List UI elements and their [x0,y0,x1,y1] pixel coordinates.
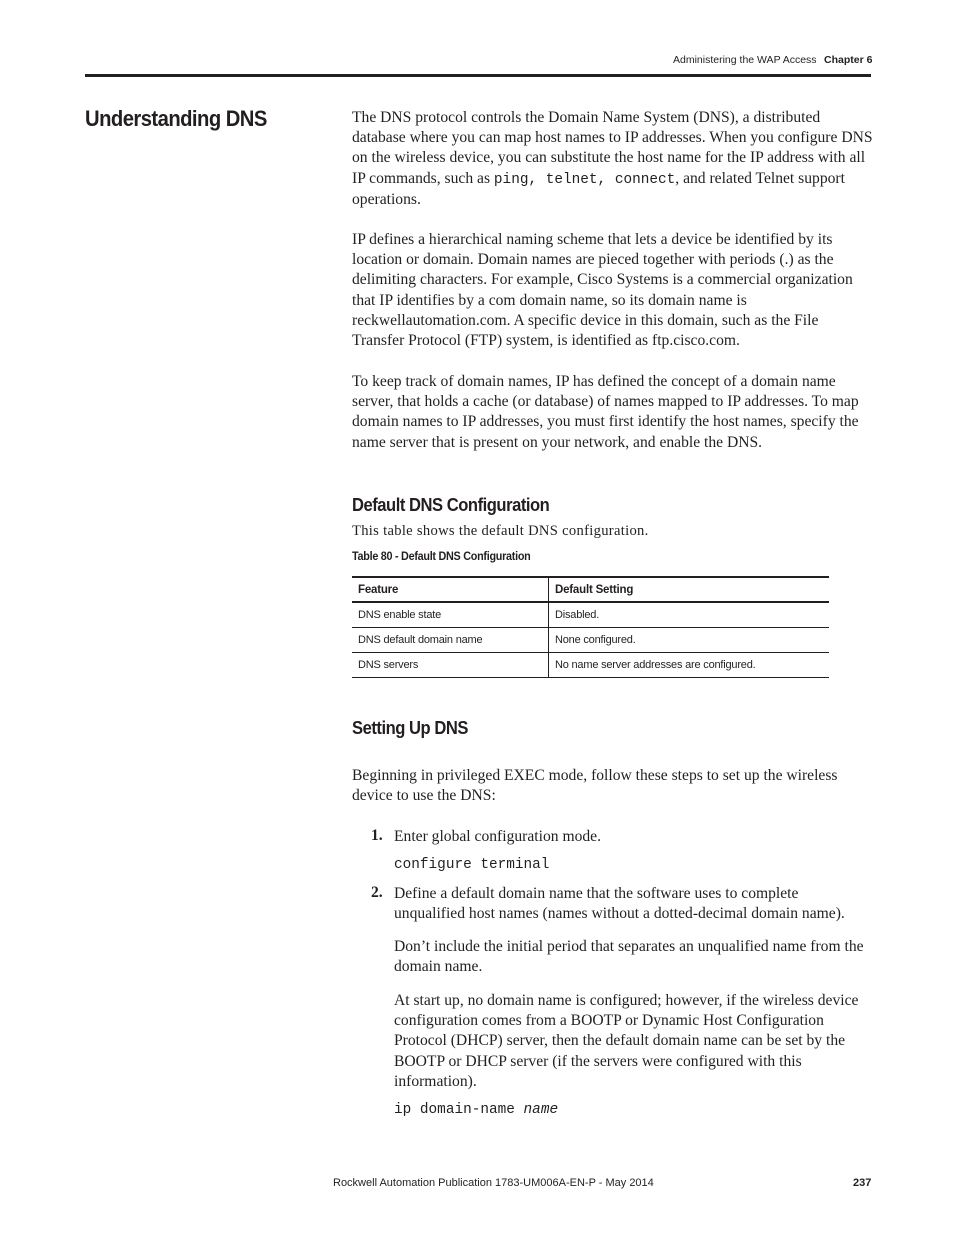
page-number: 237 [853,1177,872,1189]
table-row [352,602,829,628]
paragraph-naming-scheme: IP defines a hierarchical naming scheme that lets a device be identified by its location or domain. Domain names are pieced together with periods (.) as the delimiting characters. For example, Cisco Systems is a commercial organization that IP identifies by a com domain name, so its domain name is reckwellautomation.com. A specific device in this domain, such as the File Transfer Protocol (FTP) system, is identified as ftp.cisco.com. [352,231,853,350]
step-2-note-startup: At start up, no domain name is configured; however, if the wireless device configuration comes from a BOOTP or Dynamic Host Configuration Protocol (DHCP) server, then the default domain name can be set by the BOOTP or DHCP server (if the servers were configured with this information). [394,992,859,1090]
column-header-default-setting: Default Setting [549,577,830,602]
running-header-chapter: Chapter 6 [824,54,873,66]
default-dns-table [352,576,829,678]
command-argument: name [523,1102,559,1118]
running-header-section: Administering the WAP Access [673,54,817,66]
step-number-1: 1. [371,827,383,844]
table-cell-feature: DNS enable state [352,602,549,628]
paragraph-text: , and related Telnet support operations. [352,169,845,208]
paragraph-name-server: To keep track of domain names, IP has defined the concept of a domain name server, that holds a cache (or database) of names mapped to IP addresses. To map domain names to IP addresses, you must first identify the host names, specify the name server that is present on your network, and enable the DNS. [352,373,859,451]
footer-publication: Rockwell Automation Publication 1783-UM006A-EN-P - May 2014 [333,1177,654,1189]
section-heading-setting-up-dns: Setting Up DNS [352,718,468,738]
table-cell-setting: No name server addresses are configured. [549,653,830,678]
table-cell-feature: DNS servers [352,653,549,678]
table-cell-setting: Disabled. [549,602,830,628]
paragraph-dns-protocol [352,108,874,210]
table-intro-text: This table shows the default DNS configuration. [352,523,649,539]
paragraph-text: The DNS protocol controls the Domain Name System (DNS), a distributed database where you can map host names to IP addresses. When you configure DNS on the wireless device, you can substitute the host name for the IP address with all IP commands, such as [352,109,873,187]
step-1-command: configure terminal [394,857,550,873]
column-header-feature: Feature [352,577,549,602]
header-rule [85,74,871,77]
table-row [352,628,829,653]
table-cell-feature: DNS default domain name [352,628,549,653]
step-2-note-period: Don’t include the initial period that separates an unqualified name from the domain name. [394,938,864,976]
step-1-text: Enter global configuration mode. [394,828,601,845]
step-2-command [394,1102,558,1118]
table-cell-setting: None configured. [549,628,830,653]
page-title: Understanding DNS [85,106,267,131]
step-2-text: Define a default domain name that the software uses to complete unqualified host names (names without a dotted-decimal domain name). [394,885,845,923]
inline-code-commands: ping, telnet, connect [493,171,676,188]
table-header-row [352,577,829,602]
step-number-2: 2. [371,884,383,901]
table-caption: Table 80 - Default DNS Configuration [352,549,531,563]
setup-intro-text: Beginning in privileged EXEC mode, follow these steps to set up the wireless device to use the DNS: [352,767,838,805]
table-row [352,653,829,678]
command-text: ip domain-name [394,1102,524,1118]
section-heading-default-dns: Default DNS Configuration [352,495,550,515]
